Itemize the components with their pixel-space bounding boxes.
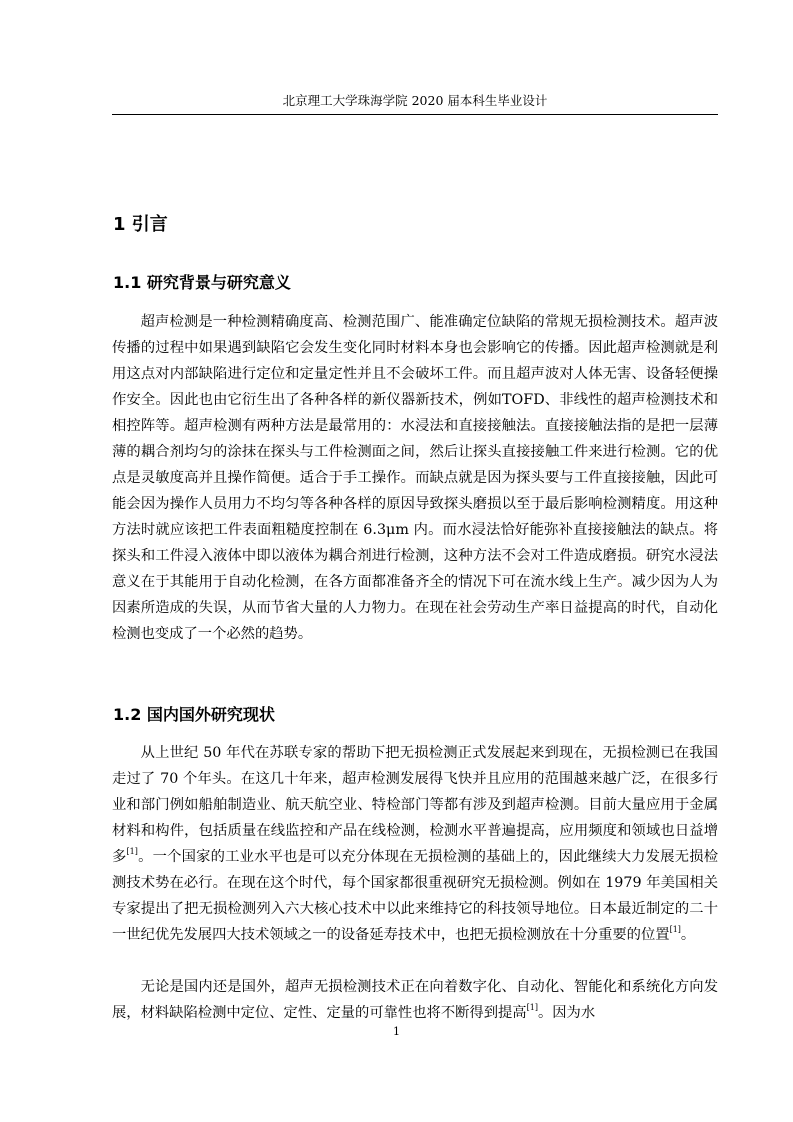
section-1-2-paragraph-2 [112, 974, 718, 1026]
header-text: 北京理工大学珠海学院 2020 届本科生毕业设计 [282, 93, 548, 108]
section-title-1-1: 1.1 研究背景与研究意义 [113, 273, 291, 292]
paragraph-text: 超声检测是一种检测精确度高、检测范围广、能准确定位缺陷的常规无损检测技术。超声波传播的过程中如果遇到缺陷它会发生变化同时材料本身也会影响它的传播。因此超声检测就是利用这点对内部缺陷进行定位和定量定性并且不会破坏工件。而且超声波对人体无害、设备轻便操作安全。因此也由它衍生出了各种各样的新仪器新技术，例如TOFD、非线性的超声检测技术和相控阵等。超声检测有两种方法是最常用的：水浸法和直接接触法。直接接触法指的是把一层薄薄的耦合剂均匀的涂抹在探头与工件检测面之间，然后让探头直接接触工件来进行检测。它的优点是灵敏度高并且操作简便。适合于手工操作。而缺点就是因为探头要与工件直接接触，因此可能会因为操作人员用力不均匀等各种各样的原因导致探头磨损以至于最后影响检测精度。用这种方法时就应该把工件表面粗糙度控制在 6.3μm 内。而水浸法恰好能弥补直接接触法的缺点。将探头和工件浸入液体中即以液体为耦合剂进行检测，这种方法不会对工件造成磨损。研究水浸法意义在于其能用于自动化检测，在各方面都准备齐全的情况下可在流水线上生产。减少因为人为因素所造成的失误，从而节省大量的人力物力。在现在社会劳动生产率日益提高的时代，自动化检测也变成了一个必然的趋势。 [112, 314, 718, 642]
section-1-1-paragraph [112, 309, 718, 647]
paragraph-text: 。一个国家的工业水平也是可以充分体现在无损检测的基础上的，因此继续大力发展无损检测技术势在必行。在现在这个时代，每个国家都很重视研究无损检测。例如在 1979 年美国相关专家提出了把无损检测列入六大核心技术中以此来维持它的科技领导地位。日本最近制定的二十一世纪优先发展四大技术领域之一的设备延寿技术中，也把无损检测放在十分重要的位置 [112, 849, 719, 943]
paragraph-text: 。因为水 [537, 1005, 596, 1021]
citation-ref: [1] [669, 925, 681, 934]
section-title-1-2: 1.2 国内国外研究现状 [113, 705, 275, 724]
citation-ref: [1] [126, 847, 138, 856]
citation-ref: [1] [526, 1003, 538, 1012]
paragraph-text: 无论是国内还是国外，超声无损检测技术正在向着数字化、自动化、智能化和系统化方向发展，材料缺陷检测中定位、定性、定量的可靠性也将不断得到提高 [112, 979, 718, 1021]
page-number: 1 [393, 1025, 400, 1038]
paragraph-text: 从上世纪 50 年代在苏联专家的帮助下把无损检测正式发展起来到现在，无损检测已在我国走过了 70 个年头。在这几十年来，超声检测发展得飞快并且应用的范围越来越广泛，在很多行业和部门例如船舶制造业、航天航空业、特检部门等都有涉及到超声检测。目前大量应用于金属材料和构件，包括质量在线监控和产品在线检测，检测水平普遍提高，应用频度和领域也日益增多 [112, 745, 718, 865]
paragraph-text: 。 [680, 927, 696, 943]
chapter-title: 1 引言 [113, 214, 168, 235]
section-1-2-paragraph-1 [112, 740, 718, 948]
page-header [112, 92, 718, 115]
